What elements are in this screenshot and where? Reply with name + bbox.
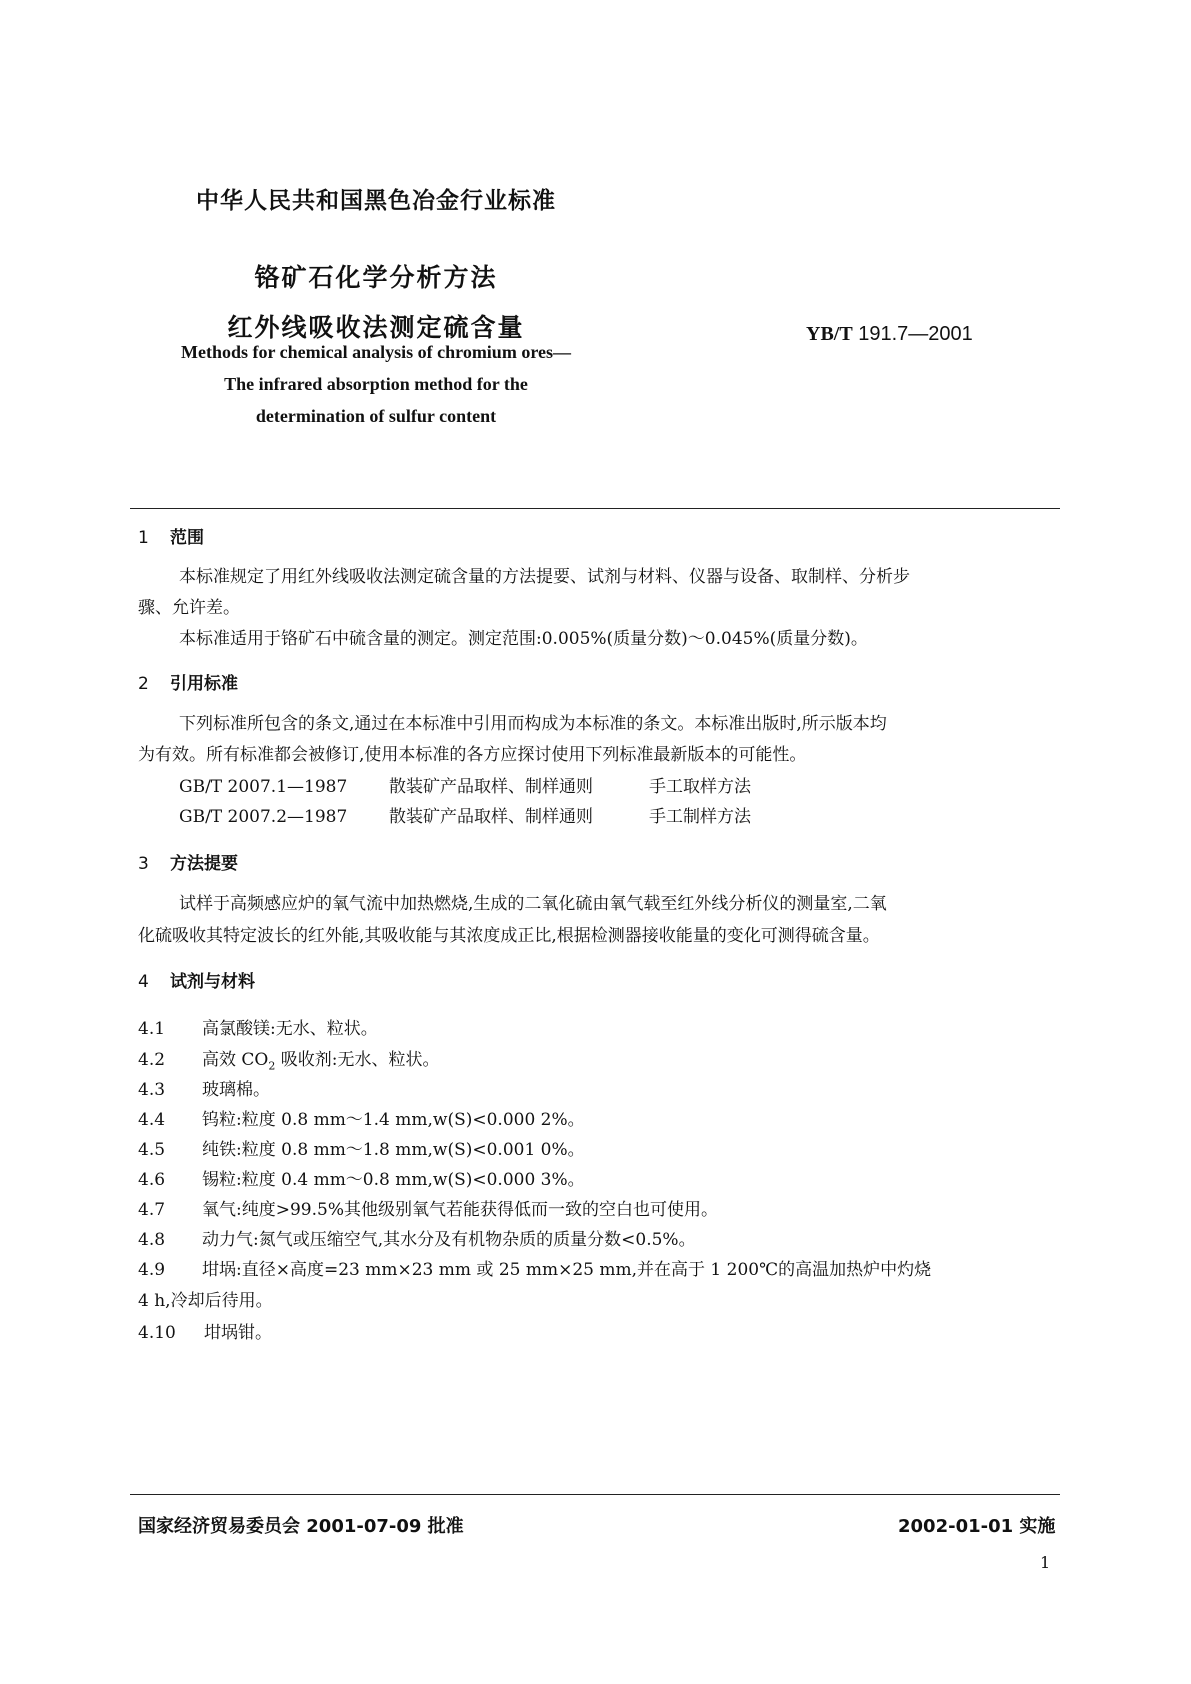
item-text: 坩埚钳。	[204, 1323, 272, 1343]
reference-subtitle: 手工制样方法	[649, 807, 751, 827]
list-item	[138, 1135, 1060, 1160]
item-number: 4.3	[138, 1080, 166, 1100]
item-text-pre: 高效 CO	[202, 1050, 269, 1070]
item-text: 锡粒:粒度 0.4 mm～0.8 mm,w(S)<0.000 3%。	[202, 1170, 585, 1190]
section-1-title: 范围	[170, 528, 204, 548]
item-number: 4.5	[138, 1140, 166, 1160]
section-1-para2: 本标准适用于铬矿石中硫含量的测定。测定范围:0.005%(质量分数)～0.045%(质量分数)。	[179, 629, 868, 649]
list-item	[138, 1195, 1060, 1220]
list-item	[138, 1318, 1060, 1343]
document-title-line2: 红外线吸收法测定硫含量	[227, 313, 525, 342]
list-item	[138, 1045, 1060, 1072]
section-3-title: 方法提要	[170, 854, 238, 874]
item-number: 4.9	[138, 1260, 166, 1280]
list-item	[138, 1075, 1060, 1100]
section-3-para-line1: 试样于高频感应炉的氧气流中加热燃烧,生成的二氧化硫由氧气载至红外线分析仪的测量室,二氧	[179, 894, 887, 914]
reference-code: GB/T 2007.2—1987	[179, 807, 348, 827]
standard-prefix: YB/T	[806, 323, 853, 345]
item-text: 高氯酸镁:无水、粒状。	[202, 1019, 378, 1039]
section-2-para1-line2: 为有效。所有标准都会被修订,使用本标准的各方应探讨使用下列标准最新版本的可能性。	[138, 745, 807, 765]
page-number: 1	[1040, 1553, 1051, 1572]
item-text: 钨粒:粒度 0.8 mm～1.4 mm,w(S)<0.000 2%。	[202, 1110, 585, 1130]
item-number: 4.7	[138, 1200, 166, 1220]
item-number: 4.1	[138, 1019, 166, 1039]
standard-number: 191.7—2001	[858, 323, 973, 345]
item-number: 4.10	[138, 1323, 176, 1343]
section-2-title: 引用标准	[170, 674, 238, 694]
item-number: 4.6	[138, 1170, 166, 1190]
item-text: 纯铁:粒度 0.8 mm～1.8 mm,w(S)<0.001 0%。	[202, 1140, 585, 1160]
list-item	[138, 1225, 1060, 1250]
item-text: 氧气:纯度>99.5%其他级别氧气若能获得低而一致的空白也可使用。	[202, 1200, 718, 1220]
section-1-para1-line2: 骤、允许差。	[138, 598, 240, 618]
item-number: 4.4	[138, 1110, 166, 1130]
list-item	[138, 1014, 1060, 1039]
section-3-para-line2: 化硫吸收其特定波长的红外能,其吸收能与其浓度成正比,根据检测器接收能量的变化可测得硫含量。	[138, 926, 880, 946]
section-2-para1-line1: 下列标准所包含的条文,通过在本标准中引用而构成为本标准的条文。本标准出版时,所示版本均	[179, 714, 887, 734]
section-3-heading	[138, 849, 238, 874]
list-item-continuation: 4 h,冷却后待用。	[138, 1291, 273, 1311]
item-text: 玻璃棉。	[202, 1080, 270, 1100]
section-3-number: 3	[138, 854, 149, 874]
item-number: 4.2	[138, 1050, 166, 1070]
item-text-subscript: 2	[268, 1059, 276, 1073]
list-item	[138, 1165, 1060, 1190]
reference-subtitle: 手工取样方法	[649, 777, 751, 797]
section-2-number: 2	[138, 674, 149, 694]
list-item	[138, 1105, 1060, 1130]
section-1-number: 1	[138, 528, 149, 548]
approval-info: 国家经济贸易委员会 2001-07-09 批准	[138, 1516, 464, 1537]
item-number: 4.8	[138, 1230, 166, 1250]
section-1-para1-line1: 本标准规定了用红外线吸收法测定硫含量的方法提要、试剂与材料、仪器与设备、取制样、分析步	[179, 567, 910, 587]
item-text: 坩埚:直径×高度=23 mm×23 mm 或 25 mm×25 mm,并在高于 1 200℃的高温加热炉中灼烧	[202, 1260, 932, 1280]
reference-title: 散装矿产品取样、制样通则	[389, 777, 593, 797]
section-2-heading	[138, 669, 238, 694]
standard-code	[806, 323, 973, 346]
item-text: 动力气:氮气或压缩空气,其水分及有机物杂质的质量分数<0.5%。	[202, 1230, 696, 1250]
reference-code: GB/T 2007.1—1987	[179, 777, 348, 797]
english-title-line2: The infrared absorption method for the	[224, 374, 528, 394]
list-item	[138, 1255, 1060, 1280]
english-title-line3: determination of sulfur content	[255, 406, 497, 426]
section-1-heading	[138, 523, 204, 548]
footer-divider	[130, 1494, 1060, 1495]
industry-standard-heading: 中华人民共和国黑色冶金行业标准	[196, 188, 556, 214]
reference-row	[179, 772, 751, 797]
reference-row	[179, 802, 751, 827]
document-title-line1: 铬矿石化学分析方法	[254, 263, 498, 292]
section-4-number: 4	[138, 972, 149, 992]
english-title-line1: Methods for chemical analysis of chromium ores—	[181, 342, 571, 362]
section-4-heading	[138, 967, 255, 992]
item-text-post: 吸收剂:无水、粒状。	[275, 1050, 440, 1070]
implementation-date: 2002-01-01 实施	[898, 1516, 1056, 1537]
reference-title: 散装矿产品取样、制样通则	[389, 807, 593, 827]
section-4-title: 试剂与材料	[170, 972, 255, 992]
header-divider	[130, 508, 1060, 509]
